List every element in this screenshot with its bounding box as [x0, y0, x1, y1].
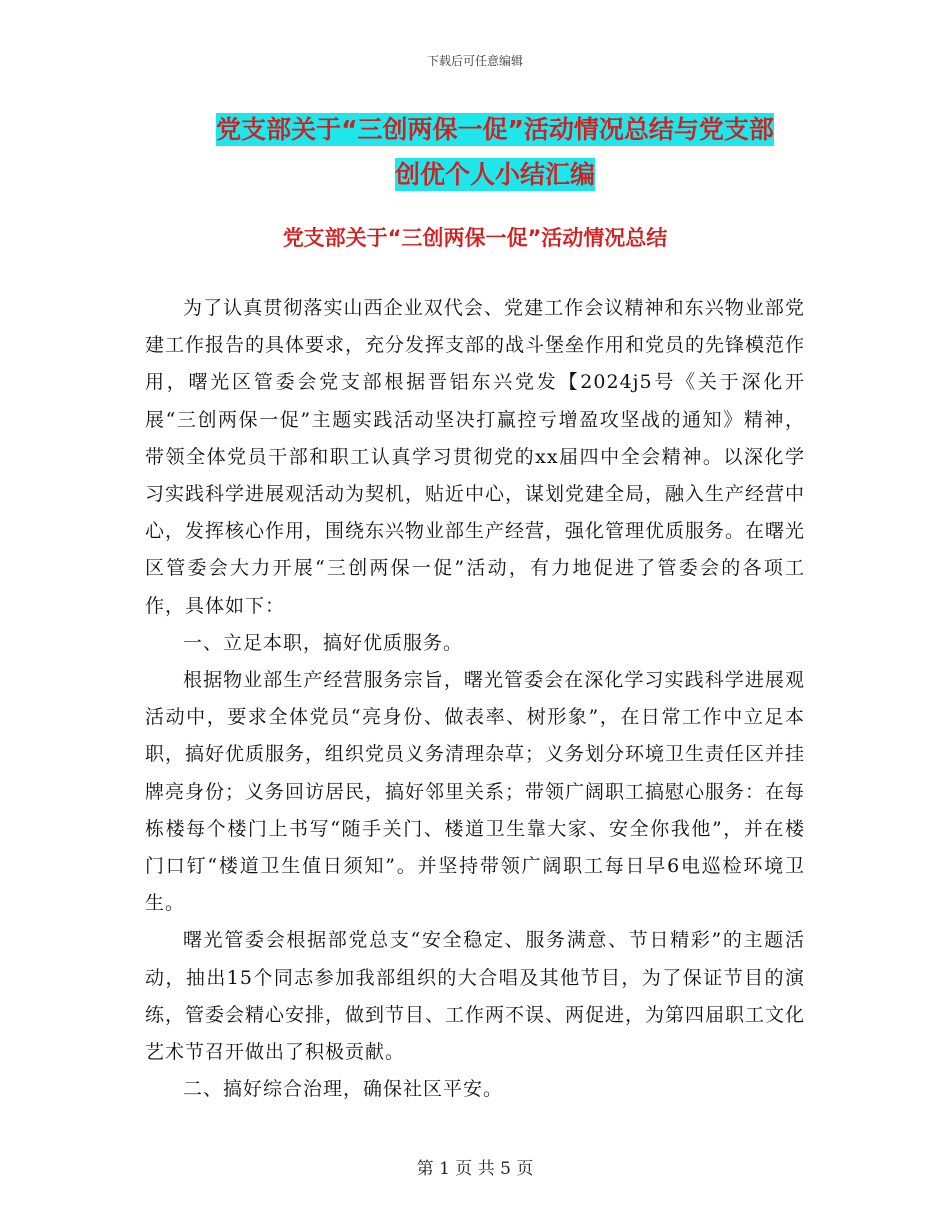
section-title: 党支部关于“三创两保一促”活动情况总结	[282, 226, 668, 250]
page-header-note: 下载后可任意编辑	[426, 54, 523, 68]
document-body	[145, 290, 805, 1108]
paragraph: 为了认真贯彻落实山西企业双代会、党建工作会议精神和东兴物业部党建工作报告的具体要求，充分发挥支部的战斗堡垒作用和党员的先锋模范作用，曙光区管委会党支部根据晋铝东兴党发【2024j5号《关于深化开展“三创两保一促”主题实践活动坚决打赢控亏增盈攻坚战的通知》精神，带领全体党员干部和职工认真学习贯彻党的xx届四中全会精神。以深化学习实践科学进展观活动为契机，贴近中心，谋划党建全局，融入生产经营中心，发挥核心作用，围绕东兴物业部生产经营，强化管理优质服务。在曙光区管委会大力开展“三创两保一促”活动，有力地促进了管委会的各项工作，具体如下：	[145, 297, 806, 617]
document-title-line-2-text: 创优个人小结汇编	[394, 160, 595, 189]
paragraph: 根据物业部生产经营服务宗旨，曙光管委会在深化学习实践科学进展观活动中，要求全体党员“亮身份、做表率、树形象”，在日常工作中立足本职，搞好优质服务，组织党员义务清理杂草；义务划分环境卫生责任区并挂牌亮身份；义务回访居民，搞好邻里关系；带领广阔职工搞慰心服务：在每栋楼每个楼门上书写“随手关门、楼道卫生靠大家、安全你我他”，并在楼门口钉“楼道卫生值日须知”。并坚持带领广阔职工每日早6电巡检环境卫生。	[145, 669, 806, 915]
document-title-line-2	[145, 150, 845, 200]
document-title-line-1-text: 党支部关于“三创两保一促”活动情况总结与党支部	[216, 115, 774, 144]
paragraph: 一、立足本职，搞好优质服务。	[183, 631, 464, 654]
paragraph: 二、搞好综合治理，确保社区平安。	[183, 1078, 504, 1101]
paragraph: 曙光管委会根据部党总支“安全稳定、服务满意、节日精彩”的主题活动，抽出15个同志参加我部组织的大合唱及其他节目，为了保证节目的演练，管委会精心安排，做到节目、工作两不误、两促进，为第四届职工文化艺术节召开做出了积极贡献。	[145, 929, 806, 1064]
document-title-line-1	[145, 105, 845, 155]
page-number-footer: 第 1 页 共 5 页	[416, 1159, 534, 1179]
